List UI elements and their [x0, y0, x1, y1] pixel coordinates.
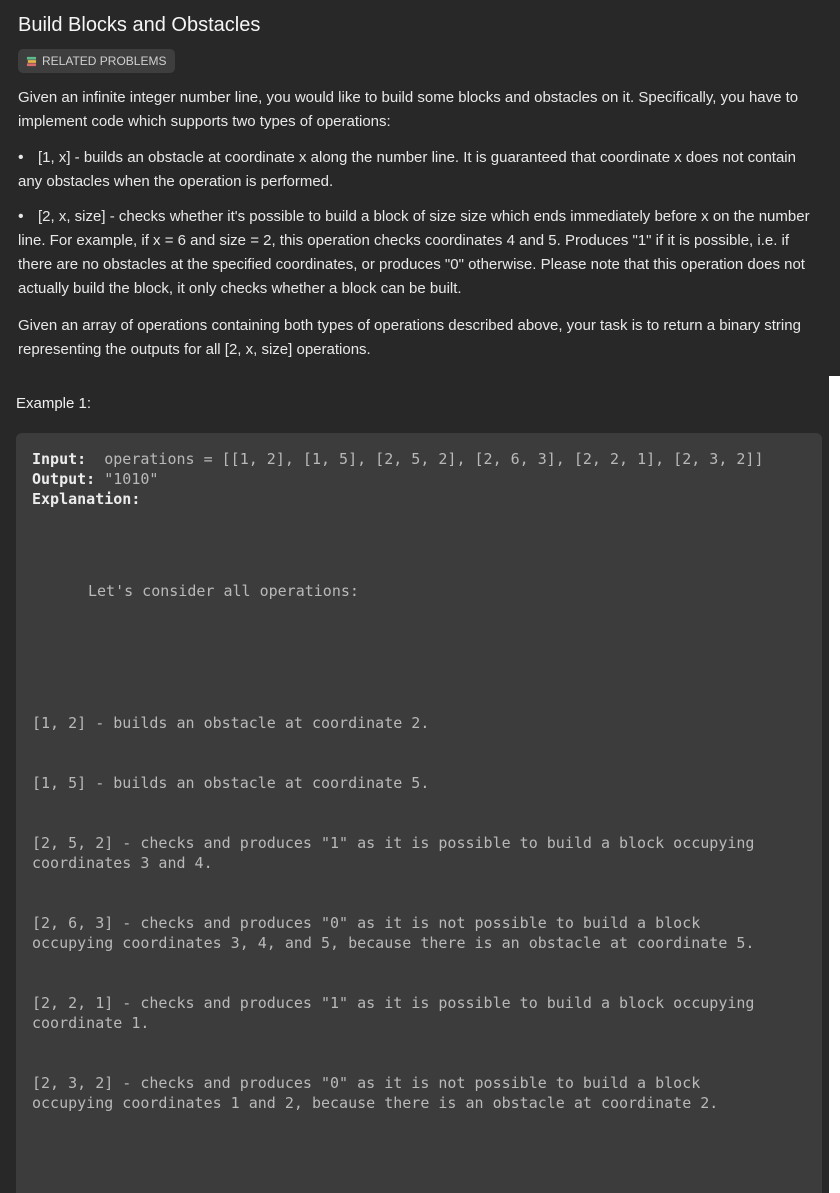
book-stack-icon — [26, 56, 37, 67]
explanation-op: [2, 5, 2] - checks and produces "1" as it is possible to build a block occupying coordinates 3 and 4. — [32, 834, 755, 872]
explanation-op: [2, 6, 3] - checks and produces "0" as it is not possible to build a block occupying coordinates 3, 4, and 5, because there is an obstacle at coordinate 5. — [32, 914, 755, 952]
explanation-label: Explanation: — [32, 490, 141, 508]
explanation-op: [2, 3, 2] - checks and produces "0" as it is not possible to build a block occupying coordinates 1 and 2, because there is an obstacle at coordinate 2. — [32, 1074, 719, 1112]
input-value: operations = [[1, 2], [1, 5], [2, 5, 2], [2, 6, 3], [2, 2, 1], [2, 3, 2]] — [86, 450, 764, 468]
problem-title: Build Blocks and Obstacles — [18, 14, 261, 36]
explanation-op: [1, 2] - builds an obstacle at coordinate 2. — [32, 714, 430, 732]
bullet-item — [18, 146, 818, 194]
bullet-text: [1, x] - builds an obstacle at coordinate x along the number line. It is guaranteed that coordinate x does not contain any obstacles when the operation is performed. — [18, 149, 796, 190]
bullet-dot-icon: • — [18, 149, 24, 166]
example-code-block — [16, 433, 822, 1193]
related-problems-tag[interactable] — [18, 49, 175, 73]
output-label: Output: — [32, 470, 96, 488]
explanation-op: [2, 2, 1] - checks and produces "1" as it is possible to build a block occupying coordinate 1. — [32, 994, 755, 1032]
explanation-intro: Let's consider all operations: — [88, 582, 359, 600]
example-output-line — [32, 469, 158, 489]
related-problems-label: RELATED PROBLEMS — [42, 54, 167, 68]
example-input-line — [32, 449, 764, 469]
bullet-item — [18, 205, 818, 301]
task-paragraph: Given an array of operations containing both types of operations described above, your task is to return a binary string representing the outputs for all [2, x, size] operations. — [18, 317, 801, 358]
bullet-text: [2, x, size] - checks whether it's possible to build a block of size size which ends immediately before x on the number line. For example, if x = 6 and size = 2, this operation checks coordinates 4 and 5. Produces "1" if it is possible, i.e. if there are no obstacles at the specified coordinates, or produces "0" otherwise. Please note that this operation does not actually build the block, it only checks whether a block can be built. — [18, 208, 810, 297]
scroll-edge — [829, 376, 840, 1193]
bullet-dot-icon: • — [18, 208, 24, 225]
intro-paragraph: Given an infinite integer number line, you would like to build some blocks and obstacles on it. Specifically, you have to implement code which supports two types of operations: — [18, 89, 799, 130]
example-label: Example 1: — [16, 395, 92, 412]
input-label: Input: — [32, 450, 87, 468]
explanation-op: [1, 5] - builds an obstacle at coordinate 5. — [32, 774, 430, 792]
output-value: "1010" — [95, 470, 159, 488]
